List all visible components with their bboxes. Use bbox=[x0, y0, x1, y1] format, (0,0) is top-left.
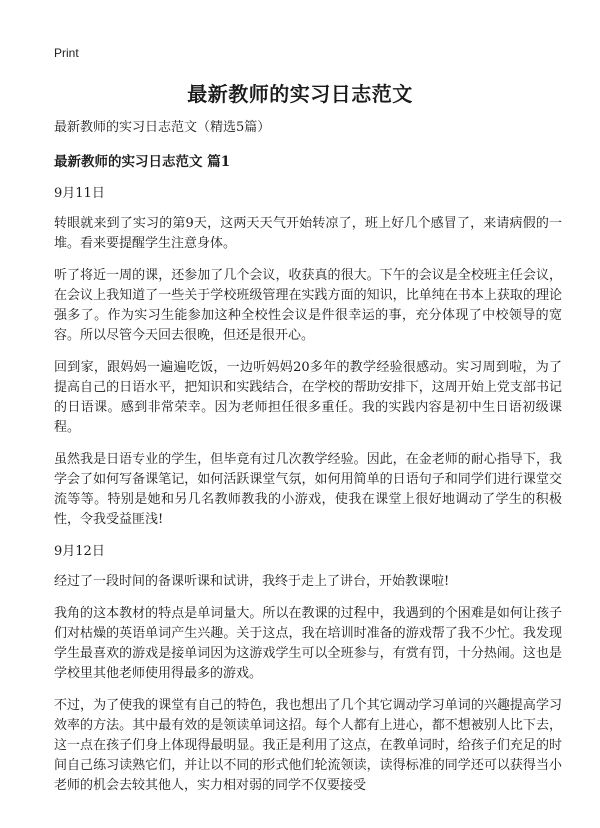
section-heading: 最新教师的实习日志范文 篇1 bbox=[54, 154, 231, 170]
paragraph: 不过，为了使我的课堂有自己的特色，我也想出了几个其它调动学习单词的兴趣提高学习效率的方法。其中最有效的是领读单词这招。每个人都有上进心，都不想被别人比下去，这一点在孩子们身上体现得最明显。我正是利用了这点，在教单词时，给孩子们充足的时间自己练习读熟它们，并让以不同的形式他们轮流领读，读得标准的同学还可以获得当小老师的机会去较其他人，实力相对弱的同学不仅要接受 bbox=[54, 698, 562, 793]
paragraph: 听了将近一周的课，还参加了几个会议，收获真的很大。下午的会议是全校班主任会议，在会议上我知道了一些关于学校班级管理在实践方面的知识，比单纯在书本上获取的理论强多了。作为实习生能参加这种全校性会议是件很幸运的事，充分体现了中校领导的宽容。所以尽管今天回去很晚，但还是很开心。 bbox=[54, 268, 562, 343]
document-title: 最新教师的实习日志范文 bbox=[187, 82, 413, 106]
entry-date: 9月12日 bbox=[54, 544, 105, 559]
paragraph: 虽然我是日语专业的学生，但毕竟有过几次教学经验。因此，在金老师的耐心指导下，我学会了如何写备课笔记，如何活跃课堂气氛，如何用简单的日语句子和同学们进行课堂交流等等。特别是她和另几名教师教我的小游戏，使我在课堂上很好地调动了学生的积极性，令我受益匪浅! bbox=[54, 452, 562, 527]
entry-date: 9月11日 bbox=[54, 186, 105, 201]
print-link[interactable]: Print bbox=[54, 46, 79, 60]
document-subtitle: 最新教师的实习日志范文（精选5篇） bbox=[54, 120, 271, 135]
paragraph: 我角的这本教材的特点是单词量大。所以在教课的过程中，我遇到的个困难是如何让孩子们对枯燥的英语单词产生兴趣。关于这点，我在培训时准备的游戏帮了我不少忙。我发现学生最喜欢的游戏是接单词因为这游戏学生可以全班参与，有赏有罚，十分热闹。这也是学校里其他老师使用得最多的游戏。 bbox=[54, 606, 562, 681]
paragraph: 经过了一段时间的备课听课和试讲，我终于走上了讲台，开始教课啦! bbox=[54, 574, 450, 589]
paragraph: 转眼就来到了实习的第9天，这两天天气开始转凉了，班上好几个感冒了，来请病假的一堆。看来要提醒学生注意身体。 bbox=[54, 216, 562, 251]
document-body bbox=[54, 118, 562, 808]
paragraph: 回到家，跟妈妈一遍遍吃饭，一边听妈妈20多年的教学经验很感动。实习周到啦，为了提高自己的日语水平，把知识和实践结合，在学校的帮助安排下，这周开始上党支部书记的日语课。感到非常荣幸。因为老师担任很多重任。我的实践内容是初中生日语初级课程。 bbox=[54, 360, 562, 435]
